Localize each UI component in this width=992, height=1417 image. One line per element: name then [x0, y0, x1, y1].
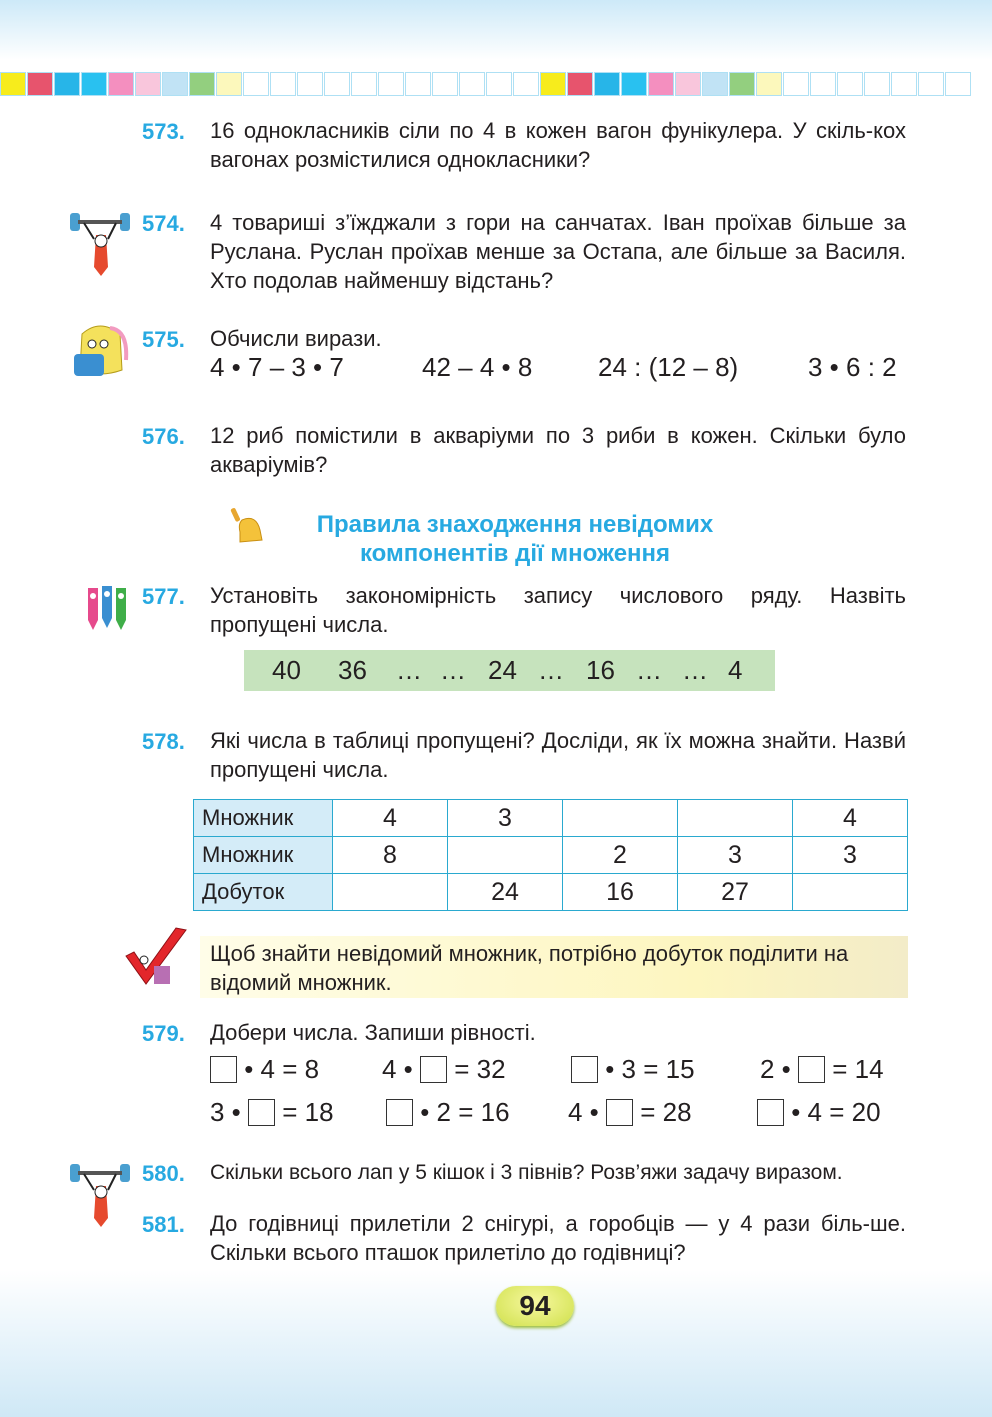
strip-cell [81, 72, 107, 96]
task-580-number: 580. [142, 1161, 185, 1186]
expression-1: 4 • 7 – 3 • 7 [210, 352, 344, 382]
strip-cell [945, 72, 971, 96]
strip-cell [891, 72, 917, 96]
strip-cell [54, 72, 80, 96]
strip-cell [810, 72, 836, 96]
table-cell [793, 874, 908, 911]
equation-part: 4 • [382, 1054, 413, 1084]
strip-cell [756, 72, 782, 96]
equation [386, 1097, 510, 1128]
table-cell: 4 [793, 800, 908, 837]
table-cell [333, 874, 448, 911]
equation-part: • 2 = 16 [420, 1097, 510, 1127]
backpack-icon [70, 320, 132, 380]
row-label: Множник [194, 800, 333, 837]
sequence-item: … [682, 655, 708, 685]
answer-box[interactable] [606, 1099, 633, 1126]
equation [571, 1054, 695, 1085]
task-580-text: Скільки всього лап у 5 кішок і 3 півнів? Розв’яжи задачу виразом. [210, 1161, 843, 1184]
table-cell: 24 [448, 874, 563, 911]
table-cell [678, 800, 793, 837]
strip-cell [675, 72, 701, 96]
task-577-number: 577. [142, 584, 185, 609]
rule-text: Щоб знайти невідомий множник, потрібно добуток поділити на відомий множник. [210, 941, 849, 995]
task-573-number: 573. [142, 119, 185, 144]
equation [382, 1054, 506, 1085]
sequence-item: 4 [728, 655, 743, 685]
sequence-item: … [440, 655, 466, 685]
sequence-item: … [396, 655, 422, 685]
equation [760, 1054, 884, 1085]
answer-box[interactable] [571, 1056, 598, 1083]
answer-box[interactable] [757, 1099, 784, 1126]
section-title [250, 510, 780, 568]
task-579-text: Добери числа. Запиши рівності. [210, 1020, 536, 1045]
equation-part: 3 • [210, 1097, 241, 1127]
table-cell [448, 837, 563, 874]
expression-4: 3 • 6 : 2 [808, 352, 897, 382]
task-576-text: 12 риб помістили в акваріуми по 3 риби в кожен. Скільки було акваріумів? [210, 423, 906, 477]
strip-cell [189, 72, 215, 96]
answer-box[interactable] [798, 1056, 825, 1083]
page-number: 94 [496, 1286, 574, 1326]
equation-part: • 3 = 15 [605, 1054, 695, 1084]
strip-cell [0, 72, 26, 96]
row-label: Множник [194, 837, 333, 874]
table-cell: 3 [678, 837, 793, 874]
strip-cell [135, 72, 161, 96]
checkmark-mascot-icon [116, 926, 190, 990]
strip-cell [27, 72, 53, 96]
strip-cell [648, 72, 674, 96]
task-581-text: До годівниці прилетіли 2 снігурі, а горобців — у 4 рази біль-ше. Скільки всього пташок прилетіло до годівниці? [210, 1211, 906, 1265]
strip-cell [459, 72, 485, 96]
task-577-text: Установіть закономірність запису числового ряду. Назвіть пропущені числа. [210, 583, 906, 637]
strip-cell [837, 72, 863, 96]
strip-cell [324, 72, 350, 96]
strip-cell [351, 72, 377, 96]
strip-cell [918, 72, 944, 96]
row-label: Добуток [194, 874, 333, 911]
task-573-text: 16 однокласників сіли по 4 в кожен вагон фунікулера. У скіль-кох вагонах розмістилися однокласники? [210, 118, 906, 172]
strip-cell [621, 72, 647, 96]
table-cell [563, 800, 678, 837]
strip-cell [243, 72, 269, 96]
strip-cell [783, 72, 809, 96]
expression-2: 42 – 4 • 8 [422, 352, 533, 382]
answer-box[interactable] [420, 1056, 447, 1083]
sequence-item: 24 [488, 655, 517, 685]
weightlifter-pencil-icon [66, 205, 134, 277]
strip-cell [594, 72, 620, 96]
equation-part: = 18 [282, 1097, 334, 1127]
table-cell: 8 [333, 837, 448, 874]
table-cell: 2 [563, 837, 678, 874]
equation-part: = 14 [832, 1054, 884, 1084]
answer-box[interactable] [248, 1099, 275, 1126]
sequence-item: 16 [586, 655, 615, 685]
strip-cell [486, 72, 512, 96]
task-581-number: 581. [142, 1212, 185, 1237]
table-cell: 16 [563, 874, 678, 911]
color-strip [0, 72, 992, 100]
strip-cell [270, 72, 296, 96]
table-cell: 4 [333, 800, 448, 837]
task-578-number: 578. [142, 729, 185, 754]
strip-cell [864, 72, 890, 96]
number-sequence [244, 650, 775, 691]
sequence-item: 40 [272, 655, 301, 685]
strip-cell [216, 72, 242, 96]
answer-box[interactable] [386, 1099, 413, 1126]
strip-cell [432, 72, 458, 96]
strip-cell [729, 72, 755, 96]
strip-cell [567, 72, 593, 96]
equation [210, 1097, 334, 1128]
strip-cell [540, 72, 566, 96]
strip-cell [513, 72, 539, 96]
strip-cell [162, 72, 188, 96]
section-title-line-1: Правила знаходження невідомих [316, 511, 714, 538]
multiplication-table [193, 799, 908, 911]
task-578-text: Які числа в таблиці пропущені? Досліди, як їх можна знайти. Назви́ пропущені числа. [210, 728, 906, 782]
strip-cell [297, 72, 323, 96]
table-cell: 3 [793, 837, 908, 874]
task-575-text: Обчисли вирази. [210, 326, 382, 351]
table-cell: 3 [448, 800, 563, 837]
answer-box[interactable] [210, 1056, 237, 1083]
equation [757, 1097, 881, 1128]
table-row [194, 837, 908, 874]
strip-cell [405, 72, 431, 96]
expression-3: 24 : (12 – 8) [598, 352, 739, 382]
equation-part: = 28 [640, 1097, 692, 1127]
task-574-number: 574. [142, 211, 185, 236]
task-579-number: 579. [142, 1021, 185, 1046]
strip-cell [702, 72, 728, 96]
table-row [194, 800, 908, 837]
equation-part: • 4 = 8 [244, 1054, 320, 1084]
strip-cell [108, 72, 134, 96]
equation [568, 1097, 692, 1128]
equation-part: 4 • [568, 1097, 599, 1127]
table-cell: 27 [678, 874, 793, 911]
sequence-item: … [636, 655, 662, 685]
strip-cell [378, 72, 404, 96]
equation [210, 1054, 319, 1085]
equation-part: = 32 [454, 1054, 506, 1084]
sequence-item: 36 [338, 655, 367, 685]
section-title-line-2: компонентів дії множення [359, 540, 671, 567]
table-row [194, 874, 908, 911]
weightlifter-pencil-icon [66, 1156, 134, 1228]
sequence-item: … [538, 655, 564, 685]
task-574-text: 4 товариші з’їжджали з гори на санчатах. Іван проїхав більше за Руслана. Руслан проїхав менше за Остапа, але більше за Василя. Хто подолав найменшу відстань? [210, 210, 906, 293]
equation-part: • 4 = 20 [791, 1097, 881, 1127]
pencils-icon [80, 584, 140, 634]
task-575-number: 575. [142, 327, 185, 352]
equation-part: 2 • [760, 1054, 791, 1084]
task-576-number: 576. [142, 424, 185, 449]
